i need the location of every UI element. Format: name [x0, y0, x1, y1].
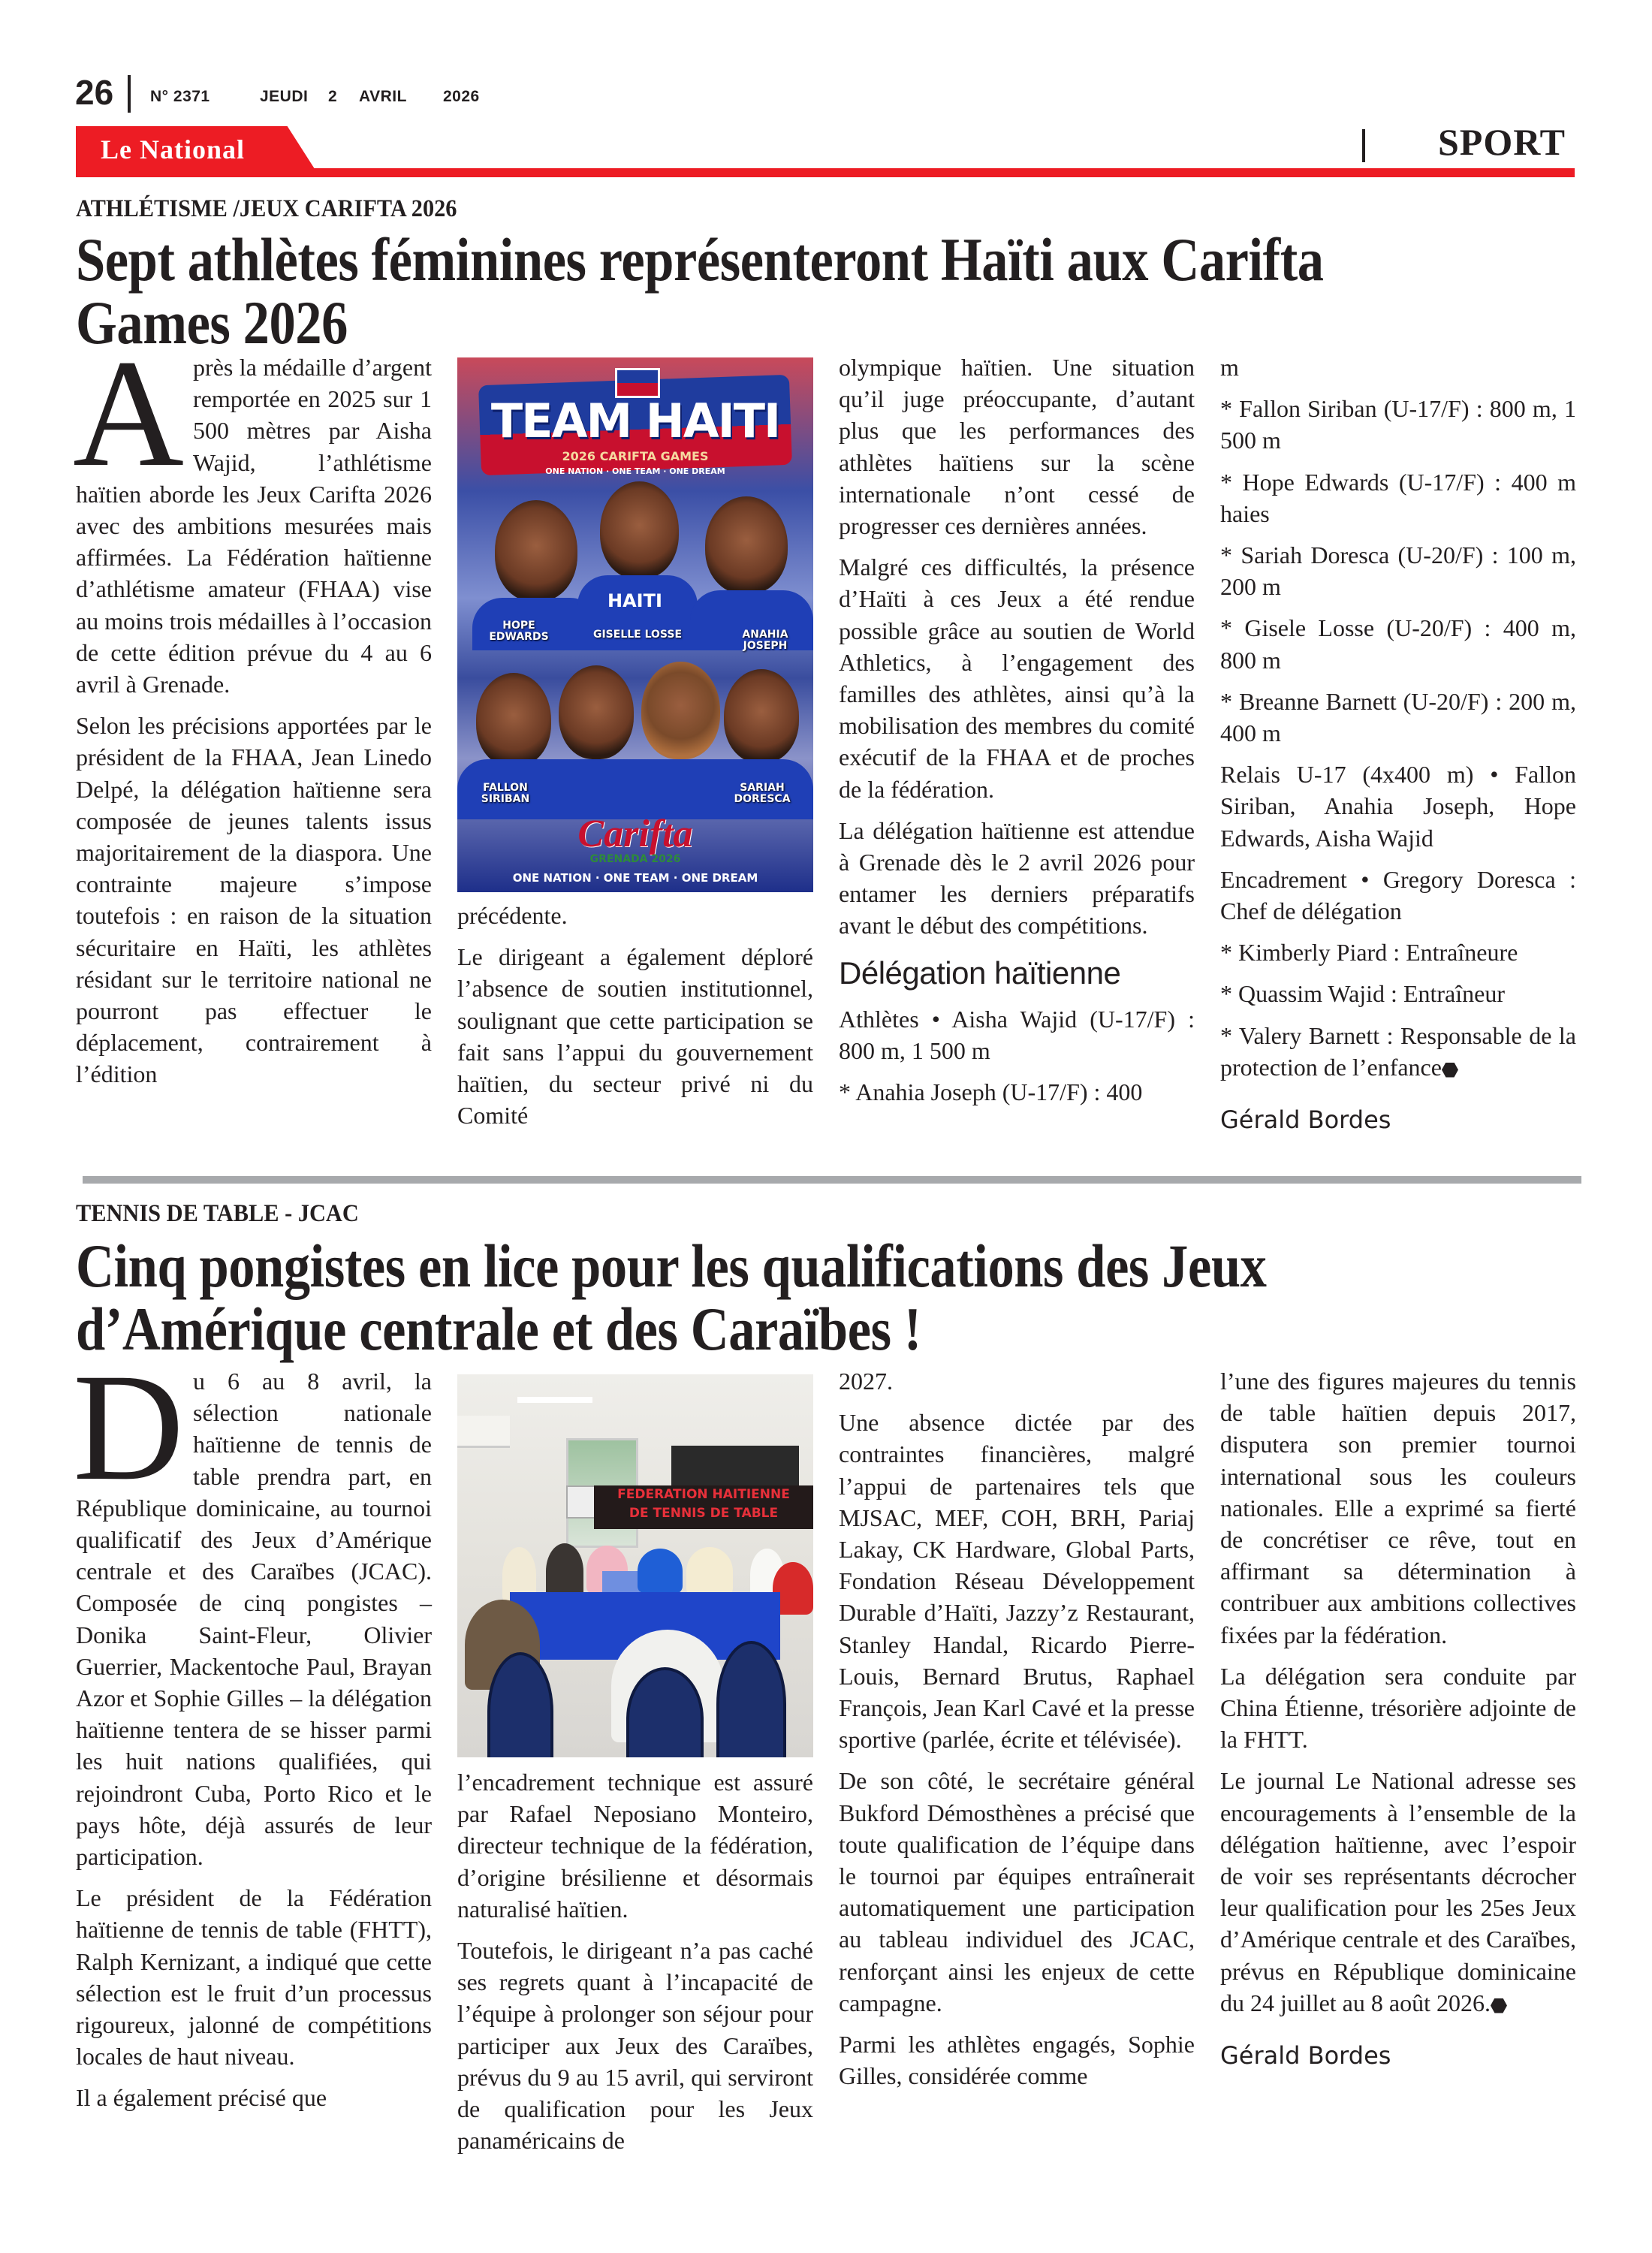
headline-line: Cinq pongistes en lice pour les qualifications des Jeux [76, 1232, 1267, 1300]
page-number-divider [128, 75, 131, 113]
person [638, 1549, 683, 1594]
paragraph: précédente. [457, 902, 568, 929]
paragraph [1220, 1765, 1576, 2019]
paragraph: La délégation haïtienne est attendue à Grenade dès le 2 avril 2026 pour entamer les derniers préparatifs avant le début des compétitions. [839, 816, 1195, 940]
athlete-name-label: HOPE EDWARDS [489, 620, 549, 643]
paragraph: Une absence dictée par des contraintes financières, malgré l’appui de partenaires tels que MJSAC, MEF, COH, BRH, Pariaj Lakay, CK Hardware, Global Parts, Fondation Réseau Développement Durable d’Haïti, Jazzy’z Restaurant, Stanley Handal, Ricardo Pierre-Louis, Bernard Brutus, Raphael François, Jean Karl Cavé et la presse sportive (parlée, écrite et télévisée). [839, 1409, 1195, 1754]
paragraph-text: Le journal Le National adresse ses encouragements à l’ensemble de la délégation haïtienne, avec l’espoir de voir ses représentants décrocher leur qualification pour les 25es Jeux d’Amérique centrale et des Caraïbes, prévus en République dominicaine du 24 juillet au 8 août 2026. [1220, 1767, 1576, 2016]
list-item: * Quassim Wajid : Entraîneur [1220, 980, 1505, 1008]
list-item: Encadrement • Gregory Doresca : Chef de délégation [1220, 865, 1576, 925]
athlete-portrait [600, 481, 679, 579]
article2-headline [76, 1232, 1267, 1363]
list-item [1220, 1020, 1576, 1083]
date-day: 2 [328, 88, 338, 105]
article2-byline: Gérald Bordes [1220, 2041, 1391, 2071]
page-number: 26 [75, 73, 114, 112]
article1-column-3 [839, 351, 1195, 1117]
athlete-portrait [641, 662, 720, 759]
paragraph: l’encadrement technique est assuré par Rafael Neposiano Monteiro, directeur technique de la fédération, d’origine brésilienne et désormais naturalisé haïtien. [457, 1769, 813, 1923]
paragraph-text: près la médaille d’argent remportée en 2025 sur 1 500 mètres par Aisha Wajid, l’athlétisme haïtien aborde les Jeux Carifta 2026 avec des ambitions mesurées mais affirmées. La Fédération haïtienne d’athlétisme amateur (FHAA) vise au moins trois médailles à l’occasion de cette édition prévue du 4 au 6 avril à Grenade. [76, 354, 432, 698]
list-item: * Breanne Barnett (U-20/F) : 200 m, 400 m [1220, 687, 1576, 747]
athlete-portrait [495, 500, 577, 602]
end-of-article-icon [1442, 1063, 1458, 1078]
list-item: Relais U-17 (4x400 m) • Fallon Siriban, Anahia Joseph, Hope Edwards, Aisha Wajid [1220, 761, 1576, 852]
athlete-name-label: SARIAH DORESCA [734, 782, 791, 805]
paragraph [73, 328, 432, 700]
list-item: m [1220, 354, 1239, 381]
article2-column-4 [1220, 1365, 1576, 2070]
press-conference-photo [457, 1374, 813, 1757]
air-conditioner [457, 1416, 510, 1448]
list-item-text: * Valery Barnett : Responsable de la protection de l’enfance [1220, 1021, 1576, 1081]
headline-line: Sept athlètes féminines représenteront Haïti aux Carifta [76, 225, 1324, 294]
banner-line: DE TENNIS DE TABLE [629, 1506, 779, 1521]
poster-title: TEAM HAITI [490, 394, 780, 448]
header-rule [76, 168, 1575, 177]
article1-headline [76, 225, 1324, 357]
team-haiti-poster-image [457, 357, 813, 892]
paragraph: 2027. [839, 1368, 893, 1395]
paragraph: La délégation sera conduite par China Étienne, trésorière adjointe de la FHTT. [1220, 1662, 1576, 1754]
ceiling-light [517, 1397, 592, 1403]
issue-number: N° 2371 [150, 88, 210, 105]
list-item: * Hope Edwards (U-17/F) : 400 m haies [1220, 468, 1576, 527]
athlete-portrait [559, 665, 634, 759]
article1-column-1 [73, 328, 432, 1100]
date-year: 2026 [443, 88, 480, 105]
list-item: * Kimberly Piard : Entraîneure [1220, 939, 1518, 967]
headline-line: d’Amérique centrale et des Caraïbes ! [76, 1295, 921, 1363]
list-item: * Fallon Siriban (U-17/F) : 800 m, 1 500 m [1220, 395, 1576, 454]
banner-line: FEDERATION HAITIENNE [617, 1487, 790, 1502]
poster-motto-top: ONE NATION · ONE TEAM · ONE DREAM [545, 466, 725, 476]
paragraph-text: u 6 au 8 avril, la sélection nationale haïtienne de tennis de table prendra part, en République dominicaine, au tournoi qualificatif des Jeux d’Amérique centrale et des Caraïbes (JCAC). Composée de cinq pongistes – Donika Saint-Fleur, Olivier Guerrier, Mackentoche Paul, Brayan Azor et Sophie Gilles – la délégation haïtienne tentera de se hisser parmi les huit nations qualifiées, qui rejoindront Cuba, Porto Rico et le pays hôte, déjà assurés de leur participation. [76, 1368, 432, 1871]
article1-column-2 [457, 900, 813, 1141]
athlete-portrait [476, 673, 551, 767]
article2-column-2 [457, 1766, 813, 2166]
carifta-logo: Carifta [577, 813, 693, 855]
article2-kicker: TENNIS DE TABLE - JCAC [76, 1200, 359, 1227]
paragraph: Toutefois, le dirigeant n’a pas caché ses regrets quant à l’incapacité de l’équipe à prolonger son séjour pour participer aux Jeux des Caraïbes, prévus du 9 au 15 avril, qui serviront de qualification pour les Jeux panaméricains de [457, 1937, 813, 2155]
brand-logo: Le National [101, 134, 246, 164]
paragraph: Le dirigeant a également déploré l’absence de soutien institutionnel, soulignant que cette participation se fait sans l’appui du gouvernement haïtien, du secteur privé ni du Comité [457, 943, 813, 1130]
article-divider [83, 1176, 1581, 1184]
paragraph: Selon les précisions apportées par le président de la FHAA, Jean Linedo Delpé, la délégation haïtienne sera composée de jeunes talents issus majoritairement de la diaspora. Une contrainte majeure s’impose toutefois : en raison de la situation sécuritaire en Haïti, les athlètes résidant sur le territoire national ne pourront pas effectuer le déplacement, contrairement à l’édition [76, 712, 432, 1088]
chair [716, 1641, 786, 1757]
paragraph: l’une des figures majeures du tennis de table haïtien depuis 2017, disputera son premier tournoi international sous les couleurs nationales. Elle a exprimé sa fierté de concrétiser ce rêve, tout en affirmant sa détermination à contribuer aux ambitions collectives fixées par la fédération. [1220, 1368, 1576, 1648]
wall-screen [671, 1446, 799, 1491]
article2-column-1 [73, 1342, 432, 2124]
list-item: * Gisele Losse (U-20/F) : 400 m, 800 m [1220, 614, 1576, 674]
article1-byline: Gérald Bordes [1220, 1105, 1391, 1135]
article1-kicker: ATHLÉTISME /JEUX CARIFTA 2026 [76, 195, 457, 222]
carifta-logo-subtitle: GRENADA 2026 [589, 853, 681, 865]
paragraph [73, 1342, 432, 1872]
drop-cap: A [73, 328, 185, 499]
athlete-name-label: GISELLE LOSSE [592, 629, 683, 641]
delegation-subheading: Délégation haïtienne [839, 955, 1121, 991]
date-weekday: JEUDI [260, 88, 309, 105]
person [686, 1547, 733, 1596]
paragraph: olympique haïtien. Une situation qu’il juge préoccupante, d’autant plus que les performances des athlètes haïtiens sur la scène internationale n’ont cessé de progresser ces dernières années. [839, 354, 1195, 540]
chair [487, 1652, 553, 1757]
paragraph: Il a également précisé que [76, 2084, 327, 2112]
drop-cap: D [73, 1342, 185, 1513]
athlete-portrait [724, 669, 799, 763]
article2-column-3 [839, 1365, 1195, 2101]
athlete-portrait [705, 496, 788, 594]
paragraph: De son côté, le secrétaire général Bukford Démosthènes a précisé que toute qualification de l’équipe dans le tournoi par équipes entraînerait automatiquement une participation au tableau individuel des JCAC, renforçant ainsi les enjeux de cette campagne. [839, 1767, 1195, 2016]
poster-motto-bottom: ONE NATION · ONE TEAM · ONE DREAM [512, 871, 758, 885]
section-divider [1362, 129, 1365, 162]
paragraph: Parmi les athlètes engagés, Sophie Gilles, considérée comme [839, 2031, 1195, 2090]
jersey-text: HAITI [607, 590, 662, 611]
list-item: Athlètes • Aisha Wajid (U-17/F) : 800 m, 1 500 m [839, 1005, 1195, 1064]
date-month: AVRIL [359, 88, 407, 105]
section-title: SPORT [1438, 121, 1566, 163]
end-of-article-icon [1491, 1998, 1507, 2013]
paragraph: Malgré ces difficultés, la présence d’Haïti à ces Jeux a été rendue possible grâce au soutien de World Athletics, à l’engagement des familles des athlètes, ainsi qu’à la mobilisation des membres du comité exécutif de la FHAA et de proches de la fédération. [839, 553, 1195, 803]
paragraph: Le président de la Fédération haïtienne de tennis de table (FHTT), Ralph Kernizant, a indiqué que cette sélection est le fruit d’un processus rigoureux, jalonné de compétitions locales de haut niveau. [76, 1884, 432, 2071]
list-item: * Anahia Joseph (U-17/F) : 400 [839, 1078, 1143, 1106]
article1-column-4 [1220, 351, 1576, 1134]
list-item: * Sariah Doresca (U-20/F) : 100 m, 200 m [1220, 541, 1576, 601]
poster-subtitle: 2026 CARIFTA GAMES [562, 449, 709, 463]
person [546, 1543, 583, 1600]
federation-banner [594, 1485, 813, 1529]
laptop [602, 1571, 640, 1594]
athlete-name-label: FALLON SIRIBAN [481, 782, 530, 805]
headline-line: Games 2026 [76, 288, 348, 357]
athlete-name-label: ANAHIA JOSEPH [742, 629, 788, 652]
